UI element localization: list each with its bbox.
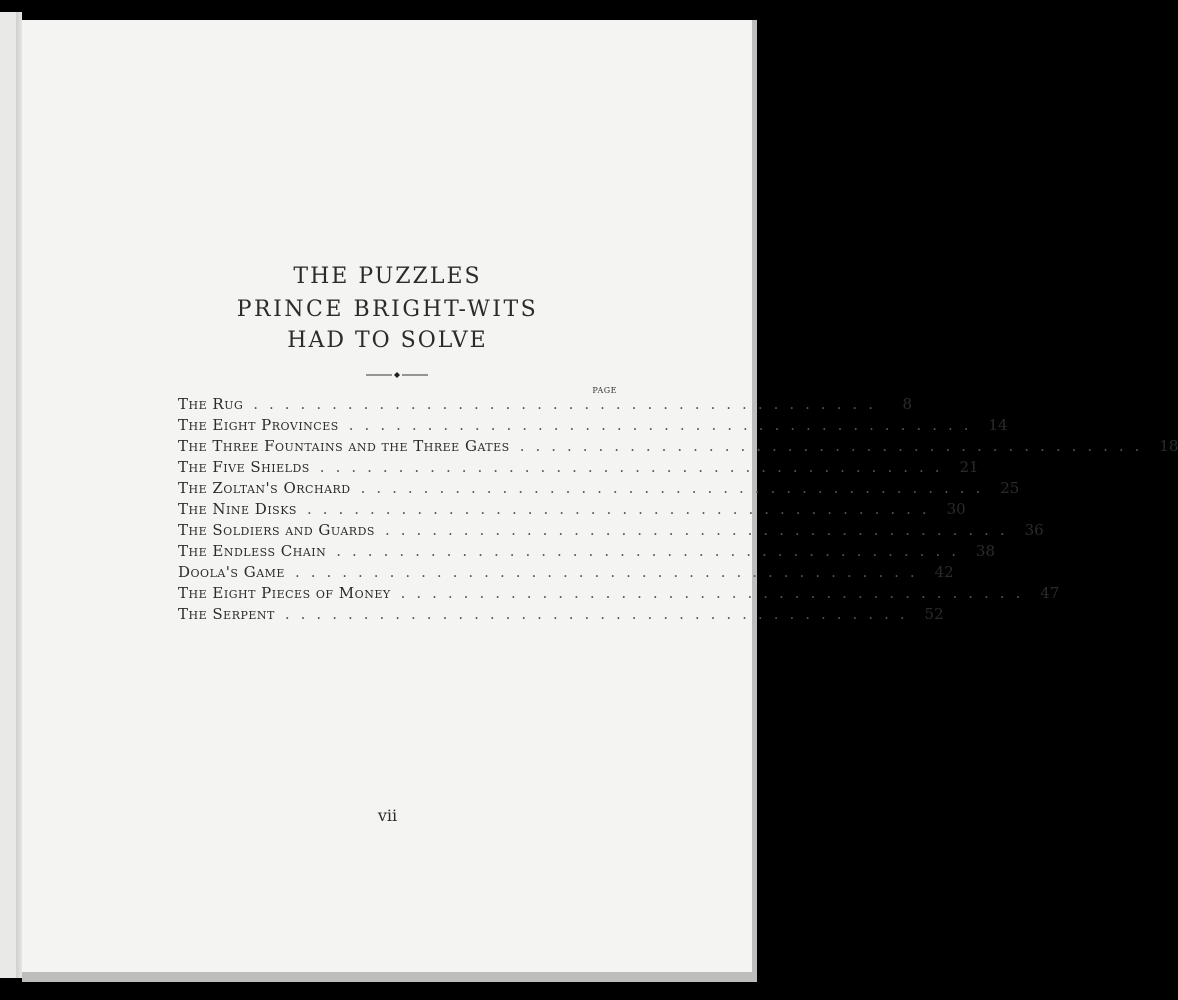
toc-entry xyxy=(178,437,1178,458)
toc-entry-page: 8 xyxy=(902,395,912,413)
toc-entry-page: 18 xyxy=(1159,437,1178,455)
dot-leader: ........................................ xyxy=(360,479,992,497)
dot-leader: ........................................ xyxy=(284,605,916,623)
toc-entry-page: 21 xyxy=(959,458,979,476)
toc-entry-title: The Serpent xyxy=(178,605,275,623)
toc-entry xyxy=(178,542,995,563)
toc-entry-title: The Eight Pieces of Money xyxy=(178,584,391,602)
page-column-label: PAGE xyxy=(592,386,617,395)
toc-entry-title: The Nine Disks xyxy=(178,500,297,518)
dot-leader: ........................................ xyxy=(294,563,926,581)
toc-entry xyxy=(178,395,912,416)
toc-entry xyxy=(178,563,954,584)
toc-entry-page: 42 xyxy=(934,563,954,581)
toc-entry-title: The Three Fountains and the Three Gates xyxy=(178,437,510,455)
heading-line-3: HAD TO SOLVE xyxy=(287,328,488,353)
toc-entry-title: The Zoltan's Orchard xyxy=(178,479,351,497)
dot-leader: ........................................ xyxy=(253,395,884,413)
diamond-rule-ornament xyxy=(366,369,428,381)
toc-entry-title: The Soldiers and Guards xyxy=(178,521,375,539)
toc-entry-page: 14 xyxy=(988,416,1008,434)
toc-entry-page: 36 xyxy=(1024,521,1044,539)
toc-entry-title: The Endless Chain xyxy=(178,542,327,560)
toc-entry-page: 30 xyxy=(946,500,966,518)
toc-entry-title: Doola's Game xyxy=(178,563,285,581)
toc-entry xyxy=(178,521,1044,542)
dot-leader: ........................................ xyxy=(319,458,951,476)
toc-entry xyxy=(178,479,1020,500)
toc-entry-page: 47 xyxy=(1040,584,1060,602)
toc-entry-title: The Eight Provinces xyxy=(178,416,339,434)
dot-leader: ........................................ xyxy=(519,437,1151,455)
table-of-contents xyxy=(178,395,1178,626)
dot-leader: ........................................ xyxy=(384,521,1016,539)
heading-line-1: THE PUZZLES xyxy=(293,264,482,289)
page-number: vii xyxy=(377,806,398,825)
toc-entry xyxy=(178,605,944,626)
toc-entry-page: 52 xyxy=(924,605,944,623)
heading-line-2: PRINCE BRIGHT-WITS xyxy=(236,297,539,322)
toc-entry-page: 25 xyxy=(1000,479,1020,497)
toc-entry xyxy=(178,416,1008,437)
toc-entry-title: The Five Shields xyxy=(178,458,310,476)
toc-entry xyxy=(178,500,966,521)
dot-leader: ........................................ xyxy=(336,542,967,560)
dot-leader: ........................................ xyxy=(400,584,1032,602)
dot-leader: ........................................ xyxy=(348,416,980,434)
toc-entry xyxy=(178,458,979,479)
toc-entry-page: 38 xyxy=(975,542,995,560)
dot-leader: ........................................ xyxy=(306,500,938,518)
toc-entry-title: The Rug xyxy=(178,395,244,413)
toc-entry xyxy=(178,584,1060,605)
